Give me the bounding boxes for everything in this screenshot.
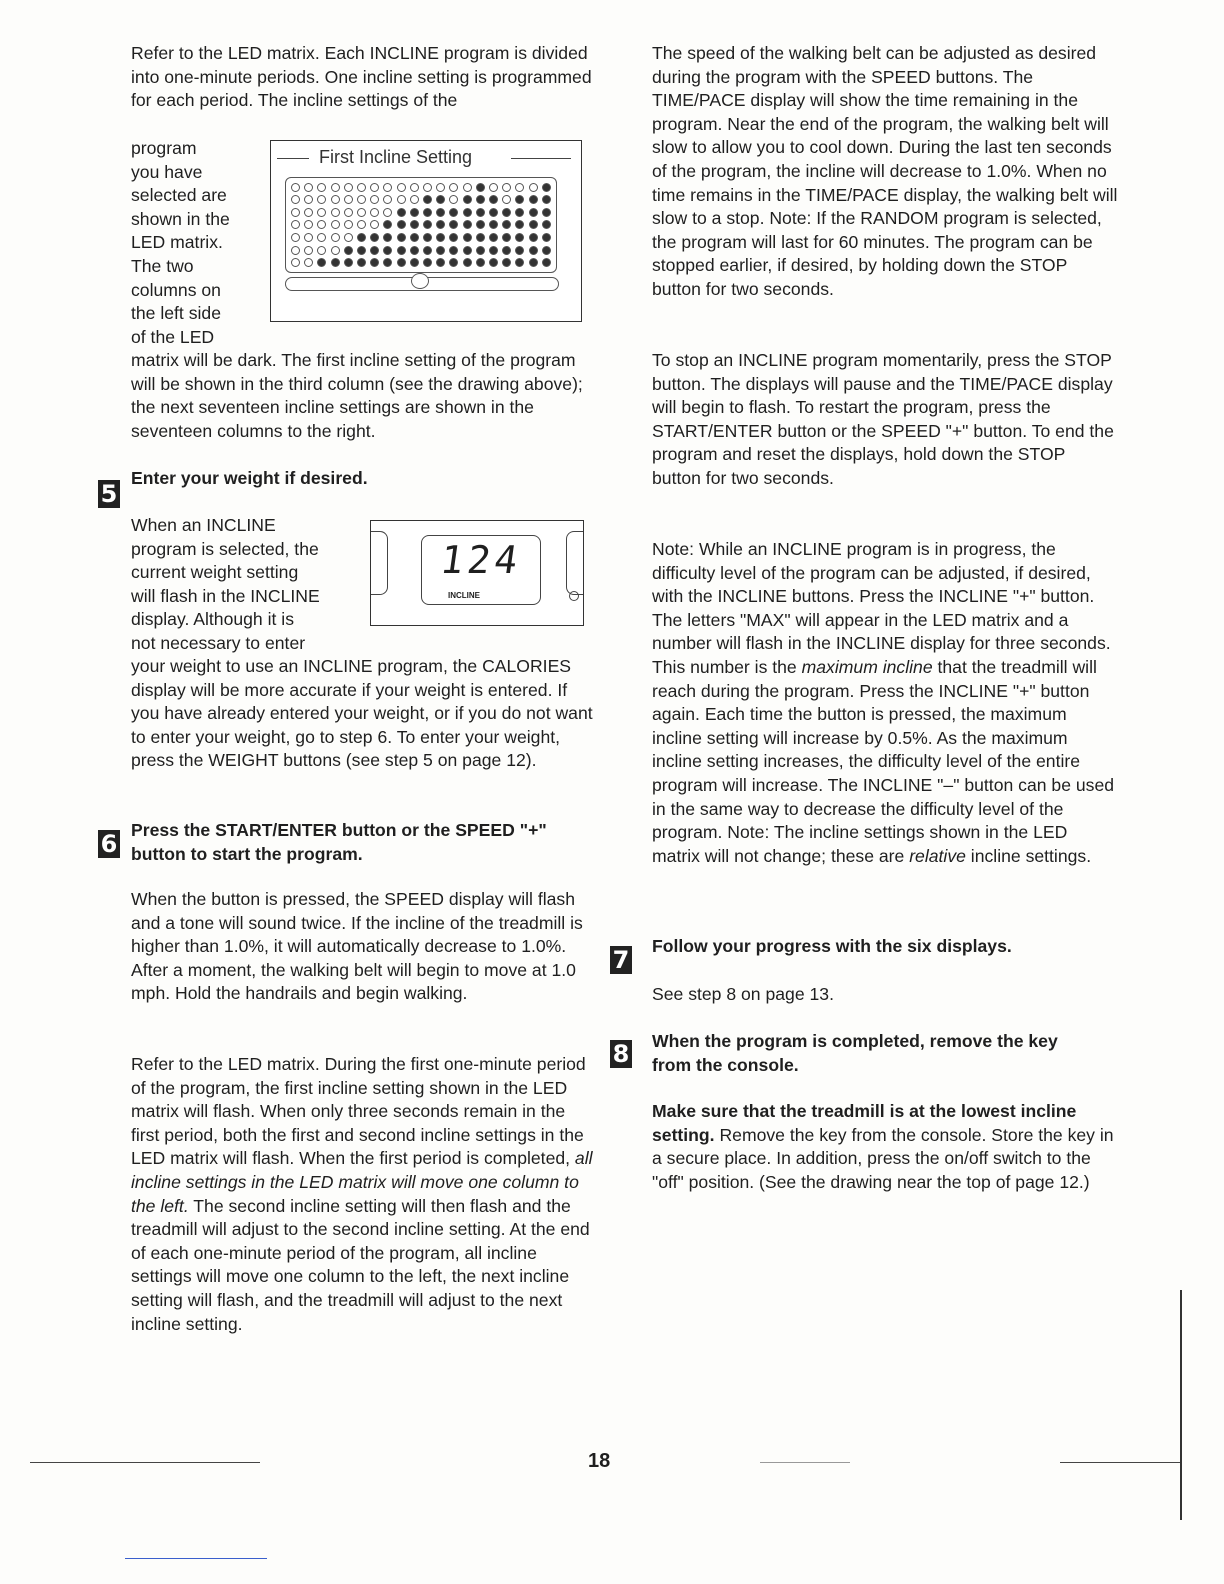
led-dot bbox=[515, 220, 524, 229]
display-value: 124 bbox=[437, 538, 525, 582]
led-dot bbox=[502, 208, 511, 217]
led-dot bbox=[489, 195, 498, 204]
led-dot bbox=[436, 258, 445, 267]
led-dot bbox=[357, 233, 366, 242]
led-dot bbox=[397, 220, 406, 229]
led-dot bbox=[423, 233, 432, 242]
page-number: 18 bbox=[588, 1450, 611, 1472]
led-dot bbox=[344, 258, 353, 267]
step-8-body: Make sure that the treadmill is at the lowest incline setting. Remove the key from the console. Store the key in a secure place. In addition, press the on/off switch to the "off" position. (See the drawing near the top of page 12.) bbox=[652, 1101, 1114, 1192]
led-dot bbox=[317, 183, 326, 192]
led-dot bbox=[489, 258, 498, 267]
led-dot bbox=[476, 220, 485, 229]
led-dot bbox=[463, 220, 472, 229]
led-dot bbox=[489, 246, 498, 255]
step-5-heading: Enter your weight if desired. bbox=[131, 468, 368, 488]
led-dot bbox=[344, 246, 353, 255]
led-dot bbox=[542, 246, 551, 255]
intro-continuation: matrix will be dark. The first incline setting of the program will be shown in the third column (see the drawing above); the next seventeen incline settings are shown in the seventeen columns to the right. bbox=[131, 350, 583, 441]
led-dot bbox=[317, 195, 326, 204]
led-dot bbox=[463, 208, 472, 217]
led-dot bbox=[436, 220, 445, 229]
led-dot bbox=[463, 233, 472, 242]
led-dot bbox=[410, 195, 419, 204]
led-dot bbox=[449, 233, 458, 242]
led-dot bbox=[542, 183, 551, 192]
led-dot bbox=[304, 233, 313, 242]
led-dot bbox=[397, 233, 406, 242]
led-dot bbox=[304, 258, 313, 267]
led-dot bbox=[410, 220, 419, 229]
step-6-number: 6 bbox=[98, 830, 120, 858]
led-dot bbox=[489, 208, 498, 217]
intro-side-lines: program you have selected are shown in the LED matrix. The two columns on the left side of the LED bbox=[131, 138, 230, 347]
led-dot bbox=[410, 208, 419, 217]
step-6-paragraph-1: When the button is pressed, the SPEED display will flash and a tone will sound twice. If the incline of the treadmill is higher than 1.0%, it will automatically decrease to 1.0%. After a moment, the walking belt will begin to move at 1.0 mph. Hold the handrails and begin walking. bbox=[131, 889, 583, 1004]
led-dot bbox=[331, 220, 340, 229]
led-dot bbox=[502, 220, 511, 229]
led-dot bbox=[529, 220, 538, 229]
step-7-heading: Follow your progress with the six displays. bbox=[652, 936, 1012, 956]
led-dot bbox=[449, 208, 458, 217]
step-8-number: 8 bbox=[610, 1040, 632, 1068]
led-dot bbox=[529, 233, 538, 242]
incline-display bbox=[421, 535, 541, 605]
led-dot bbox=[423, 220, 432, 229]
led-dot bbox=[463, 258, 472, 267]
led-dot bbox=[529, 208, 538, 217]
step-7-body: See step 8 on page 13. bbox=[652, 984, 834, 1004]
led-dot bbox=[383, 220, 392, 229]
led-dot bbox=[449, 220, 458, 229]
led-dot bbox=[317, 246, 326, 255]
led-dot bbox=[502, 233, 511, 242]
led-dot bbox=[515, 208, 524, 217]
led-dot bbox=[476, 258, 485, 267]
led-dot bbox=[331, 183, 340, 192]
led-dot bbox=[515, 258, 524, 267]
led-dot bbox=[370, 233, 379, 242]
binding-margin-mark bbox=[1180, 1290, 1182, 1520]
indicator-icon bbox=[569, 591, 579, 601]
led-dot bbox=[357, 246, 366, 255]
led-dot bbox=[317, 208, 326, 217]
led-dot bbox=[529, 246, 538, 255]
led-dot bbox=[344, 183, 353, 192]
step-5-body: your weight to use an INCLINE program, the CALORIES display will be more accurate if your weight is entered. If you have already entered your weight, or if you do not want to enter your weight, go to step 6. To enter your weight, press the WEIGHT buttons (see step 5 on page 12). bbox=[131, 656, 593, 771]
led-dot bbox=[436, 195, 445, 204]
led-dot bbox=[304, 195, 313, 204]
led-dot bbox=[476, 233, 485, 242]
led-dot bbox=[397, 246, 406, 255]
led-dot bbox=[331, 246, 340, 255]
led-dot bbox=[383, 195, 392, 204]
led-dot bbox=[476, 183, 485, 192]
led-dot bbox=[331, 258, 340, 267]
led-dot bbox=[515, 233, 524, 242]
led-dot bbox=[449, 246, 458, 255]
led-dot bbox=[370, 183, 379, 192]
led-dot bbox=[397, 195, 406, 204]
led-matrix-grid bbox=[285, 177, 557, 273]
led-dot bbox=[304, 246, 313, 255]
led-dot bbox=[515, 195, 524, 204]
led-dot bbox=[410, 246, 419, 255]
led-dot bbox=[489, 233, 498, 242]
led-dot bbox=[304, 183, 313, 192]
left-display-edge bbox=[371, 531, 388, 595]
led-dot bbox=[370, 220, 379, 229]
led-dot bbox=[410, 258, 419, 267]
led-dot bbox=[529, 195, 538, 204]
led-dot bbox=[291, 208, 300, 217]
led-dot bbox=[357, 183, 366, 192]
led-dot bbox=[476, 246, 485, 255]
heart-icon bbox=[411, 273, 429, 289]
led-dot bbox=[344, 208, 353, 217]
footer-rule-left bbox=[30, 1462, 260, 1463]
led-dot bbox=[542, 220, 551, 229]
led-dot bbox=[436, 183, 445, 192]
step-5-number: 5 bbox=[98, 480, 120, 508]
intro-paragraph: Refer to the LED matrix. Each INCLINE program is divided into one-minute periods. One incline setting is programmed for each period. The incline settings of the bbox=[131, 43, 592, 111]
led-dot bbox=[515, 183, 524, 192]
led-dot bbox=[476, 195, 485, 204]
led-dot bbox=[357, 208, 366, 217]
led-dot bbox=[291, 258, 300, 267]
led-dot bbox=[357, 258, 366, 267]
led-dot bbox=[331, 208, 340, 217]
led-dot bbox=[317, 258, 326, 267]
led-dot bbox=[397, 208, 406, 217]
led-dot bbox=[344, 233, 353, 242]
led-dot bbox=[383, 258, 392, 267]
led-dot bbox=[515, 246, 524, 255]
led-dot bbox=[542, 233, 551, 242]
led-dot bbox=[344, 220, 353, 229]
led-dot bbox=[423, 208, 432, 217]
led-dot bbox=[291, 220, 300, 229]
led-dot bbox=[423, 246, 432, 255]
led-dot bbox=[357, 220, 366, 229]
led-dot bbox=[304, 208, 313, 217]
led-dot bbox=[291, 233, 300, 242]
led-dot bbox=[542, 195, 551, 204]
display-label: INCLINE bbox=[448, 591, 480, 600]
led-dot bbox=[449, 183, 458, 192]
led-dot bbox=[344, 195, 353, 204]
led-dot bbox=[502, 183, 511, 192]
led-dot bbox=[370, 195, 379, 204]
step-7-number: 7 bbox=[610, 946, 632, 974]
led-dot bbox=[542, 258, 551, 267]
led-dot bbox=[449, 258, 458, 267]
step-6-paragraph-2: Refer to the LED matrix. During the first one-minute period of the program, the first incline setting shown in the LED matrix will flash. When only three seconds remain in the first period, both the first and second incline settings in the LED matrix will flash. When the first period is completed, all incline settings in the LED matrix will move one column to the left. The second incline setting will then flash and the treadmill will adjust to the second incline setting. At the end of each one-minute period of the program, all incline settings will move one column to the left, the next incline setting will flash, and the treadmill will adjust to the next incline setting. bbox=[131, 1054, 593, 1334]
led-dot bbox=[331, 233, 340, 242]
difficulty-note-paragraph: Note: While an INCLINE program is in progress, the difficulty level of the program can be adjusted, if desired, with the INCLINE buttons. Press the INCLINE "+" button. The letters "MAX" will appear in the LED matrix and a number will flash in the INCLINE display for three seconds. This number is the maximum incline that the treadmill will reach during the program. Press the INCLINE "+" button again. Each time the button is pressed, the maximum incline setting will increase by 0.5%. As the maximum incline setting increases, the difficulty level of the entire program will increase. The INCLINE "–" button can be used in the same way to decrease the difficulty level of the program. Note: The incline settings shown in the LED matrix will not change; these are relative incline settings. bbox=[652, 539, 1115, 866]
led-dot bbox=[317, 220, 326, 229]
led-dot bbox=[291, 246, 300, 255]
led-dot bbox=[423, 183, 432, 192]
step-8-heading: When the program is completed, remove the key from the console. bbox=[652, 1031, 1058, 1075]
stop-paragraph: To stop an INCLINE program momentarily, press the STOP button. The displays will pause and the TIME/PACE display will begin to flash. To restart the program, press the START/ENTER button or the SPEED "+" button. To end the program and reset the displays, hold down the STOP button for two seconds. bbox=[652, 350, 1114, 488]
led-dot bbox=[397, 258, 406, 267]
bottom-blue-rule bbox=[125, 1558, 267, 1559]
led-dot bbox=[370, 258, 379, 267]
footer-rule-mid bbox=[760, 1462, 850, 1463]
led-dot bbox=[463, 183, 472, 192]
led-dot bbox=[449, 195, 458, 204]
led-dot bbox=[317, 233, 326, 242]
step-5-side-lines: When an INCLINE program is selected, the current weight setting will flash in the INCLINE display. Although it is not necessary to enter bbox=[131, 515, 320, 653]
led-dot bbox=[529, 258, 538, 267]
led-dot bbox=[291, 183, 300, 192]
led-dot bbox=[436, 246, 445, 255]
figure-label: First Incline Setting bbox=[319, 147, 473, 167]
led-dot bbox=[502, 195, 511, 204]
led-dot bbox=[383, 208, 392, 217]
led-dot bbox=[397, 183, 406, 192]
led-dot bbox=[476, 208, 485, 217]
led-dot bbox=[357, 195, 366, 204]
led-dot bbox=[489, 183, 498, 192]
led-dot bbox=[331, 195, 340, 204]
led-dot bbox=[502, 246, 511, 255]
speed-paragraph: The speed of the walking belt can be adjusted as desired during the program with the SPEED buttons. The TIME/PACE display will show the time remaining in the program. Near the end of the program, the walking belt will slow to allow you to cool down. During the last ten seconds of the program, the incline will decrease to 1.0%. When no time remains in the TIME/PACE display, the walking belt will slow to a stop. Note: If the RANDOM program is selected, the program will last for 60 minutes. The program can be stopped earlier, if desired, by holding down the STOP button for two seconds. bbox=[652, 43, 1118, 299]
led-matrix-figure bbox=[270, 140, 582, 322]
led-dot bbox=[410, 233, 419, 242]
led-dot bbox=[463, 195, 472, 204]
led-dot bbox=[542, 208, 551, 217]
led-dot bbox=[370, 246, 379, 255]
led-dot bbox=[383, 233, 392, 242]
led-dot bbox=[304, 220, 313, 229]
led-dot bbox=[423, 258, 432, 267]
led-dot bbox=[529, 183, 538, 192]
led-dot bbox=[463, 246, 472, 255]
led-dot bbox=[502, 258, 511, 267]
led-dot bbox=[436, 208, 445, 217]
right-display-edge bbox=[566, 531, 583, 595]
step-6-heading: Press the START/ENTER button or the SPEED "+" button to start the program. bbox=[131, 820, 547, 864]
footer-rule-right bbox=[1060, 1462, 1180, 1463]
incline-display-figure bbox=[370, 520, 584, 626]
led-dot bbox=[291, 195, 300, 204]
led-dot bbox=[489, 220, 498, 229]
led-dot bbox=[436, 233, 445, 242]
led-dot bbox=[370, 208, 379, 217]
led-dot bbox=[383, 246, 392, 255]
led-dot bbox=[423, 195, 432, 204]
led-dot bbox=[410, 183, 419, 192]
led-dot bbox=[383, 183, 392, 192]
